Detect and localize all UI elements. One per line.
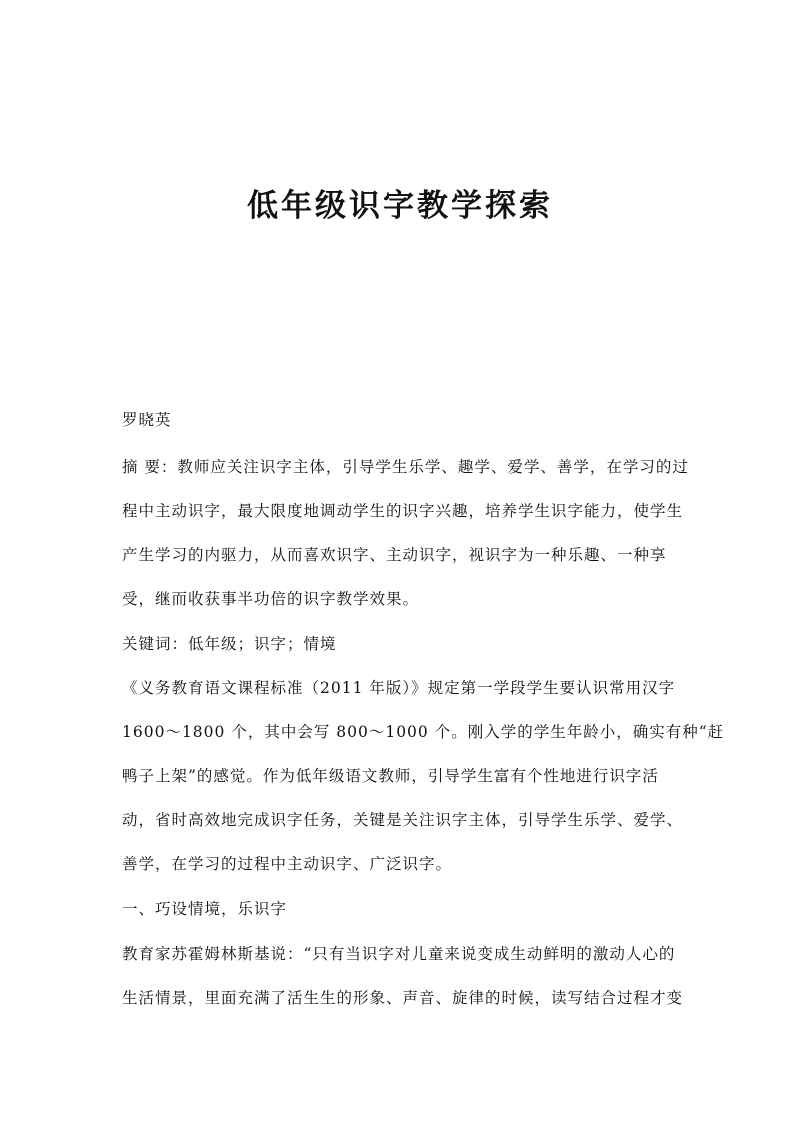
- quote-line: 教育家苏霍姆林斯基说：“只有当识字对儿童来说变成生动鲜明的激动人心的: [122, 945, 676, 963]
- abstract-line: 摘 要：教师应关注识字主体，引导学生乐学、趣学、爱学、善学，在学习的过: [122, 458, 689, 476]
- abstract-paragraph: [122, 445, 689, 621]
- quote-line: 生活情景，里面充满了活生生的形象、声音、旋律的时候，读写结合过程才变: [122, 989, 684, 1007]
- intro-line: 鸭子上架”的感觉。作为低年级语文教师，引导学生富有个性地进行识字活: [122, 767, 659, 785]
- quote-paragraph: [122, 932, 682, 1020]
- intro-line: 《义务教育语文课程标准（2011 年版）》规定第一学段学生要认识常用汉字: [122, 679, 676, 697]
- abstract-line: 产生学习的内驱力，从而喜欢识字、主动识字，视识字为一种乐趣、一种享: [122, 546, 667, 564]
- abstract-line: 受，继而收获事半功倍的识字教学效果。: [122, 590, 420, 608]
- intro-paragraph: [122, 666, 725, 886]
- keywords-line: 关键词：低年级；识字；情境: [122, 635, 337, 653]
- abstract-line: 程中主动识字，最大限度地调动学生的识字兴趣，培养学生识字能力，使学生: [122, 502, 684, 520]
- section-heading: 一、巧设情境，乐识字: [122, 900, 288, 918]
- author-name: 罗晓英: [122, 411, 172, 429]
- intro-line: 1600～1800 个，其中会写 800～1000 个。刚入学的学生年龄小，确实有种“赶: [122, 723, 725, 741]
- intro-line: 动，省时高效地完成识字任务，关键是关注识字主体，引导学生乐学、爱学、: [122, 811, 684, 829]
- document-title: 低年级识字教学探索: [247, 188, 553, 224]
- intro-line: 善学，在学习的过程中主动识字、广泛识字。: [122, 855, 453, 873]
